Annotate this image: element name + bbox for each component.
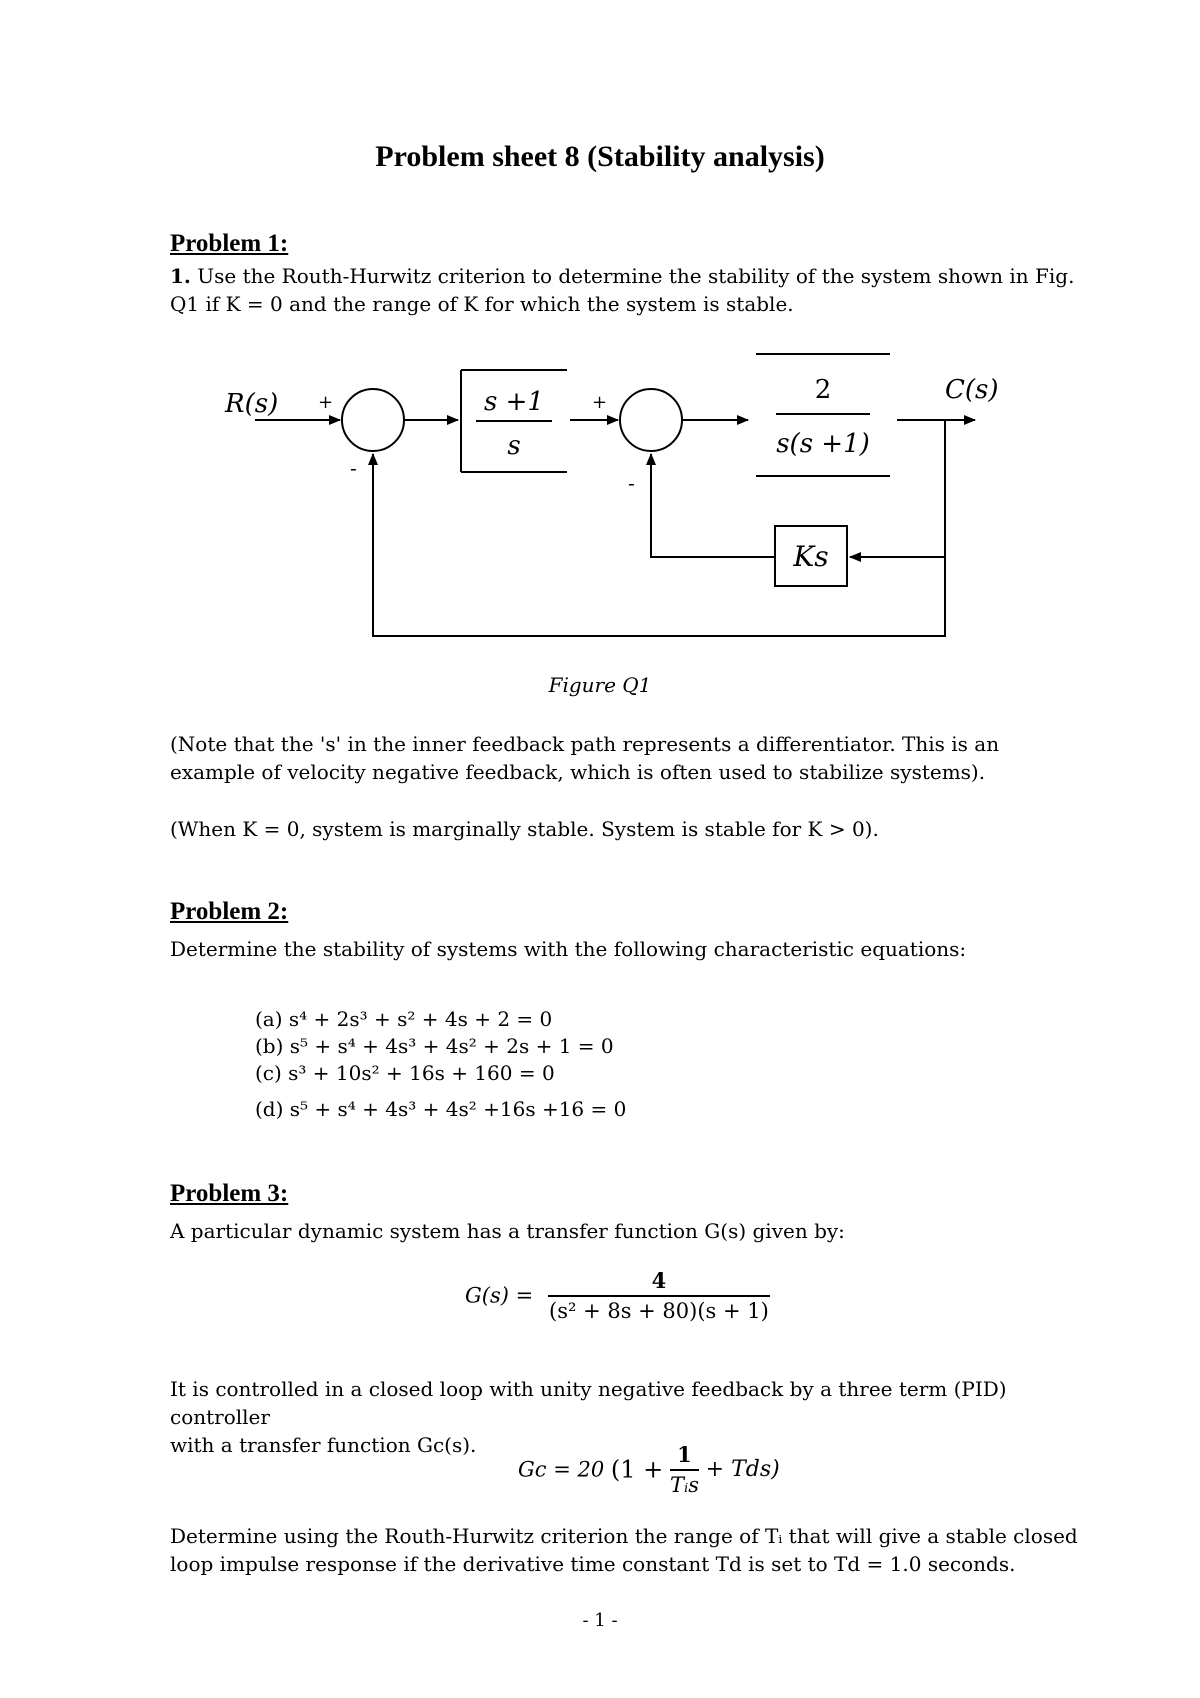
- sum2-plus-sign: +: [592, 392, 608, 413]
- problem-3-text2-line1: It is controlled in a closed loop with unity negative feedback by a three term (PID) controller: [170, 1377, 1007, 1429]
- block-diagram: [200, 340, 1040, 660]
- gc-lhs: Gc = 20: [518, 1457, 605, 1482]
- g-numerator: 4: [548, 1268, 770, 1297]
- problem-1-text-line1: Use the Routh-Hurwitz criterion to determine the stability of the system shown in Fig.: [197, 264, 1075, 288]
- block-2-plant: [756, 354, 890, 476]
- problem-1-text-line2: Q1 if K = 0 and the range of K for which the system is stable.: [170, 292, 794, 316]
- gc-close: + Tds): [705, 1457, 780, 1482]
- figure-caption: Figure Q1: [548, 673, 652, 697]
- problem-3-text3-line2: loop impulse response if the derivative time constant Td is set to Td = 1.0 seconds.: [170, 1552, 1016, 1576]
- gc-controller-equation: [518, 1442, 780, 1497]
- sum1-plus-sign: +: [318, 392, 334, 413]
- problem-1-number: 1.: [170, 264, 191, 288]
- block2-denominator: s(s +1): [776, 429, 870, 459]
- summing-junction-2: [620, 389, 682, 451]
- sum2-minus-sign: -: [628, 471, 635, 495]
- ks-label: Ks: [793, 540, 829, 573]
- problem-1-note: (Note that the 's' in the inner feedback path represents a differentiator. This is an example of velocity negative feedback, which is often used to stabilize systems).: [170, 732, 1000, 784]
- summing-junction-1: [342, 389, 404, 451]
- block-1-controller: [461, 370, 567, 472]
- sum1-minus-sign: -: [350, 456, 357, 480]
- gc-frac-denominator: Tᵢs: [669, 1473, 699, 1497]
- inner-feedback-path: [651, 454, 775, 557]
- block1-numerator: s +1: [484, 387, 544, 417]
- problem-3-heading: Problem 3:: [170, 1180, 289, 1207]
- equation-d: (d) s⁵ + s⁴ + 4s³ + 4s² +16s +16 = 0: [255, 1097, 627, 1121]
- page-title: Problem sheet 8 (Stability analysis): [375, 140, 825, 173]
- problem-3-text1: A particular dynamic system has a transfer function G(s) given by:: [170, 1219, 845, 1243]
- problem-2-heading: Problem 2:: [170, 898, 289, 925]
- gc-frac-numerator: 1: [670, 1442, 699, 1471]
- gc-open: (1 +: [610, 1455, 664, 1484]
- output-label: C(s): [945, 375, 999, 405]
- page-number: - 1 -: [582, 1610, 618, 1631]
- problem-3-text3: [170, 1522, 1090, 1578]
- g-denominator: (s² + 8s + 80)(s + 1): [549, 1299, 769, 1323]
- input-label: R(s): [225, 389, 279, 419]
- problem-1-answer: (When K = 0, system is marginally stable. System is stable for K > 0).: [170, 817, 879, 841]
- block1-denominator: s: [507, 431, 521, 461]
- g-transfer-function: [465, 1268, 770, 1323]
- equation-a: (a) s⁴ + 2s³ + s² + 4s + 2 = 0: [255, 1007, 553, 1031]
- problem-1-text: [170, 262, 1090, 318]
- block2-numerator: 2: [814, 375, 832, 405]
- problem-1-heading: Problem 1:: [170, 230, 289, 257]
- g-lhs: G(s) =: [465, 1283, 534, 1308]
- problem-3-text2-line2: with a transfer function Gc(s).: [170, 1433, 477, 1457]
- equation-c: (c) s³ + 10s² + 16s + 160 = 0: [255, 1061, 555, 1085]
- equation-b: (b) s⁵ + s⁴ + 4s³ + 4s² + 2s + 1 = 0: [255, 1034, 614, 1058]
- problem-2-text: Determine the stability of systems with the following characteristic equations:: [170, 937, 967, 961]
- problem-3-text3-line1: Determine using the Routh-Hurwitz criterion the range of Tᵢ that will give a stable closed: [170, 1524, 1078, 1548]
